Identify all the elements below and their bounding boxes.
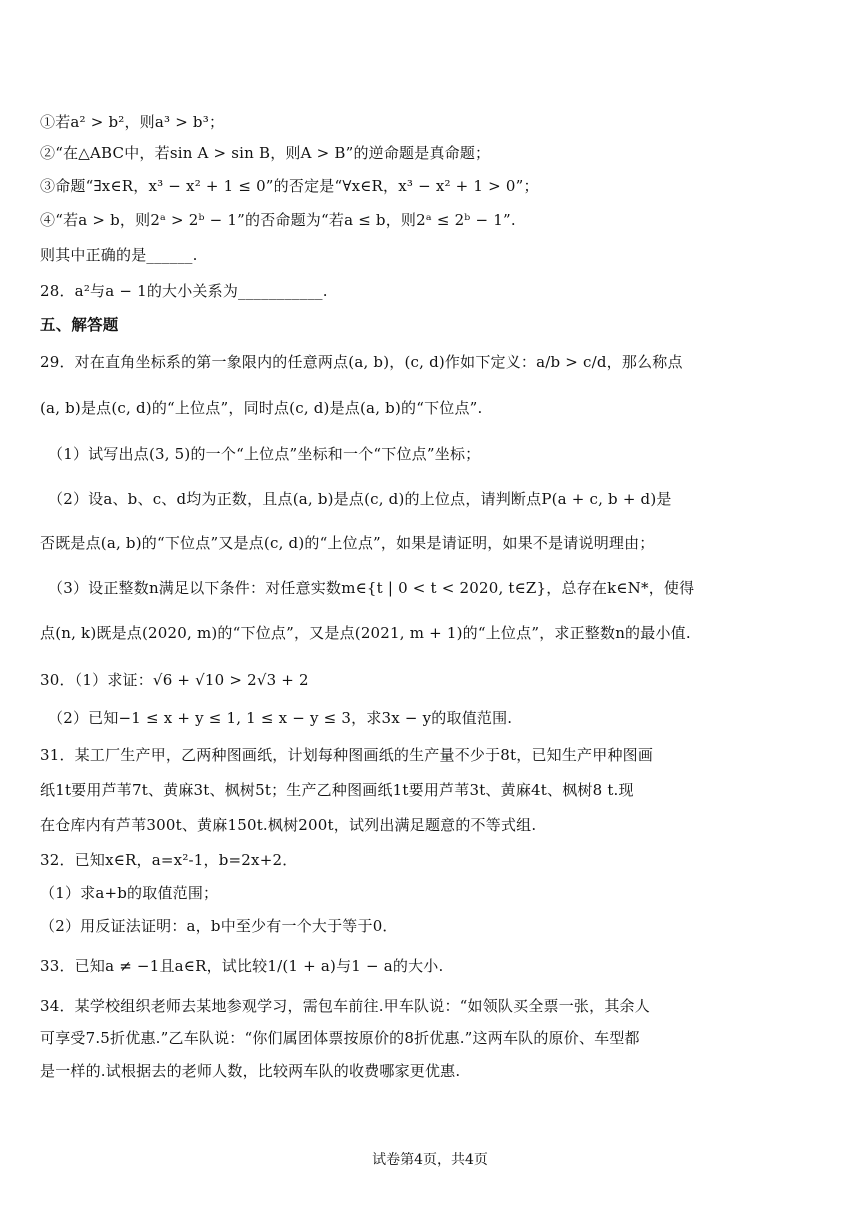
text-line: 是一样的.试根据去的老师人数，比较两车队的收费哪家更优惠. (40, 1062, 461, 1080)
question-30: 30．（1）求证：√6 + √10 > 2√3 + 2 (40, 671, 309, 689)
text-line: ①若a² > b²，则a³ > b³； (40, 113, 225, 131)
text-line: ②“在△ABC中，若sin A > sin B，则A > B”的逆命题是真命题； (40, 144, 491, 162)
question-31: 31．某工厂生产甲，乙两种图画纸，计划每种图画纸的生产量不少于8t，已知生产甲种图画 (40, 746, 654, 764)
text-line: ④“若a > b，则2ᵃ > 2ᵇ − 1”的否命题为“若a ≤ b，则2ᵃ ≤ 2ᵇ − 1”. (40, 211, 516, 229)
page-footer: 试卷第4页，共4页 (372, 1152, 488, 1168)
text-line: （3）设正整数n满足以下条件：对任意实数m∈{t | 0 < t < 2020, t∈Z}，总存在k∈N*，使得 (48, 579, 695, 597)
text-line: ③命题“∃x∈R，x³ − x² + 1 ≤ 0”的否定是“∀x∈R，x³ − x² + 1 > 0”； (40, 177, 539, 195)
text-line: 纸1t要用芦苇7t、黄麻3t、枫树5t；生产乙种图画纸1t要用芦苇3t、黄麻4t、枫树8 t.现 (40, 781, 634, 799)
text-line: （1）求a+b的取值范围； (40, 884, 219, 902)
question-32: 32．已知x∈R，a=x²-1，b=2x+2． (40, 851, 298, 869)
text-line: 否既是点(a, b)的“下位点”又是点(c, d)的“上位点”，如果是请证明，如果不是请说明理由； (40, 534, 655, 552)
text-line: (a, b)是点(c, d)的“上位点”，同时点(c, d)是点(a, b)的“下位点”. (40, 399, 483, 417)
text-line: 则其中正确的是______. (40, 246, 198, 264)
text-line: （2）用反证法证明：a，b中至少有一个大于等于0． (40, 917, 398, 935)
section-heading: 五、解答题 (40, 315, 119, 334)
question-34: 34．某学校组织老师去某地参观学习，需包车前往.甲车队说：“如领队买全票一张，其余人 (40, 997, 650, 1015)
question-29: 29．对在直角坐标系的第一象限内的任意两点(a, b)，(c, d)作如下定义：a/b > c/d，那么称点 (40, 353, 683, 371)
text-line: （2）设a、b、c、d均为正数，且点(a, b)是点(c, d)的上位点，请判断点P(a + c, b + d)是 (48, 490, 672, 508)
question-28: 28．a²与a − 1的大小关系为___________. (40, 282, 328, 300)
question-33: 33．已知a ≠ −1且a∈R，试比较1/(1 + a)与1 − a的大小. (40, 957, 444, 975)
text-line: （1）试写出点(3, 5)的一个“上位点”坐标和一个“下位点”坐标； (48, 445, 481, 463)
text-line: （2）已知−1 ≤ x + y ≤ 1, 1 ≤ x − y ≤ 3，求3x − y的取值范围. (48, 709, 513, 727)
text-line: 可享受7.5折优惠.”乙车队说：“你们属团体票按原价的8折优惠.”这两车队的原价、车型都 (40, 1029, 640, 1047)
text-line: 在仓库内有芦苇300t、黄麻150t.枫树200t，试列出满足题意的不等式组. (40, 816, 537, 834)
text-line: 点(n, k)既是点(2020, m)的“下位点”，又是点(2021, m + 1)的“上位点”，求正整数n的最小值. (40, 624, 691, 642)
